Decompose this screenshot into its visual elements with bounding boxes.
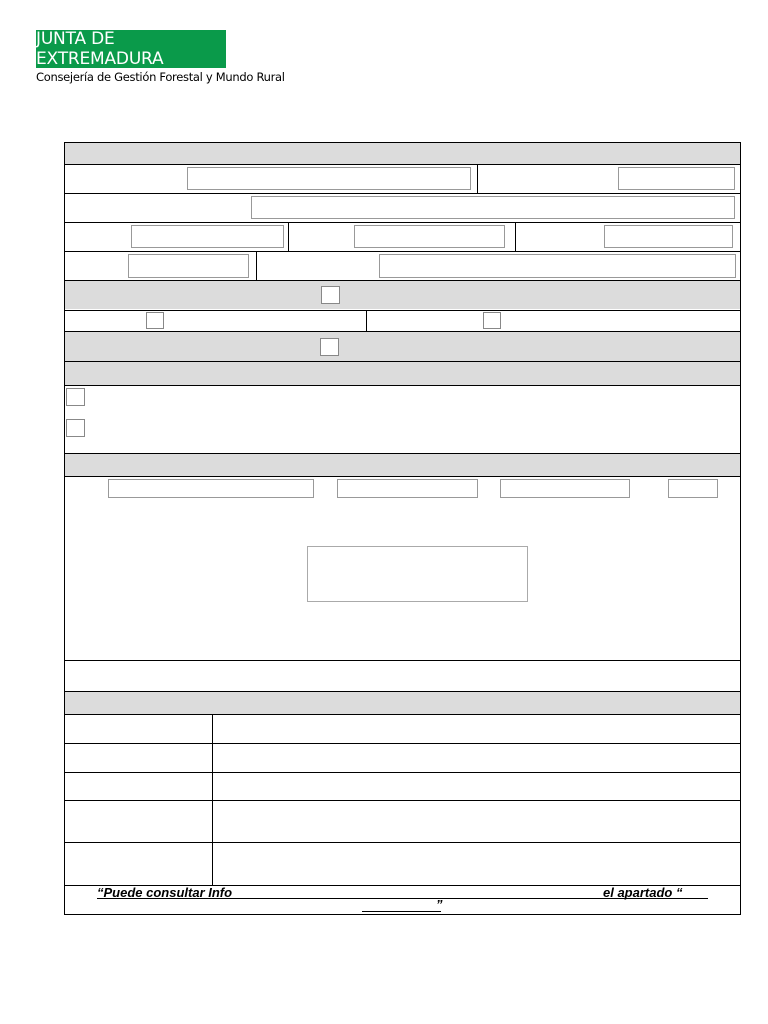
checkbox[interactable] [483,312,501,329]
text-field[interactable] [337,479,478,498]
row-divider [64,361,741,362]
row-divider [64,842,741,843]
text-field[interactable] [604,225,733,248]
footer-underline [362,911,441,912]
text-field[interactable] [618,167,735,190]
text-field[interactable] [187,167,471,190]
section-header-band [65,692,740,714]
row-divider [64,193,741,194]
row-divider [64,691,741,692]
text-field[interactable] [108,479,314,498]
section-header-band [65,454,740,476]
section-band [65,281,740,309]
checkbox[interactable] [320,338,339,356]
cell-divider [212,714,213,885]
text-field[interactable] [354,225,505,248]
footer-note-start: “Puede consultar Info [97,885,233,900]
footer-underline [97,898,708,899]
row-divider [64,331,741,332]
row-divider [64,453,741,454]
cell-divider [366,310,367,331]
row-divider [64,476,741,477]
checkbox[interactable] [66,388,85,406]
row-divider [64,660,741,661]
row-divider [64,251,741,252]
cell-divider [288,222,289,251]
section-band [65,332,740,361]
row-divider [64,310,741,311]
footer-note-middle: el apartado “ [603,885,683,900]
row-divider [64,385,741,386]
text-field[interactable] [379,254,736,278]
logo-text: JUNTA DE EXTREMADURA [36,29,164,69]
row-divider [64,714,741,715]
footer-note-end: ” [436,897,443,912]
text-field[interactable] [128,254,249,278]
junta-extremadura-logo [36,30,226,68]
section-header-band [65,143,740,164]
row-divider [64,164,741,165]
text-field[interactable] [131,225,284,248]
row-divider [64,280,741,281]
cell-divider [477,164,478,193]
row-divider [64,800,741,801]
section-header-band [65,362,740,385]
department-name: Consejería de Gestión Forestal y Mundo Rural [36,70,285,84]
checkbox[interactable] [146,312,164,329]
row-divider [64,743,741,744]
row-divider [64,222,741,223]
text-area[interactable] [307,546,528,602]
cell-divider [256,251,257,280]
checkbox[interactable] [321,286,340,304]
text-field[interactable] [668,479,718,498]
checkbox[interactable] [66,419,85,437]
cell-divider [515,222,516,251]
text-field[interactable] [251,196,735,219]
row-divider [64,772,741,773]
text-field[interactable] [500,479,630,498]
